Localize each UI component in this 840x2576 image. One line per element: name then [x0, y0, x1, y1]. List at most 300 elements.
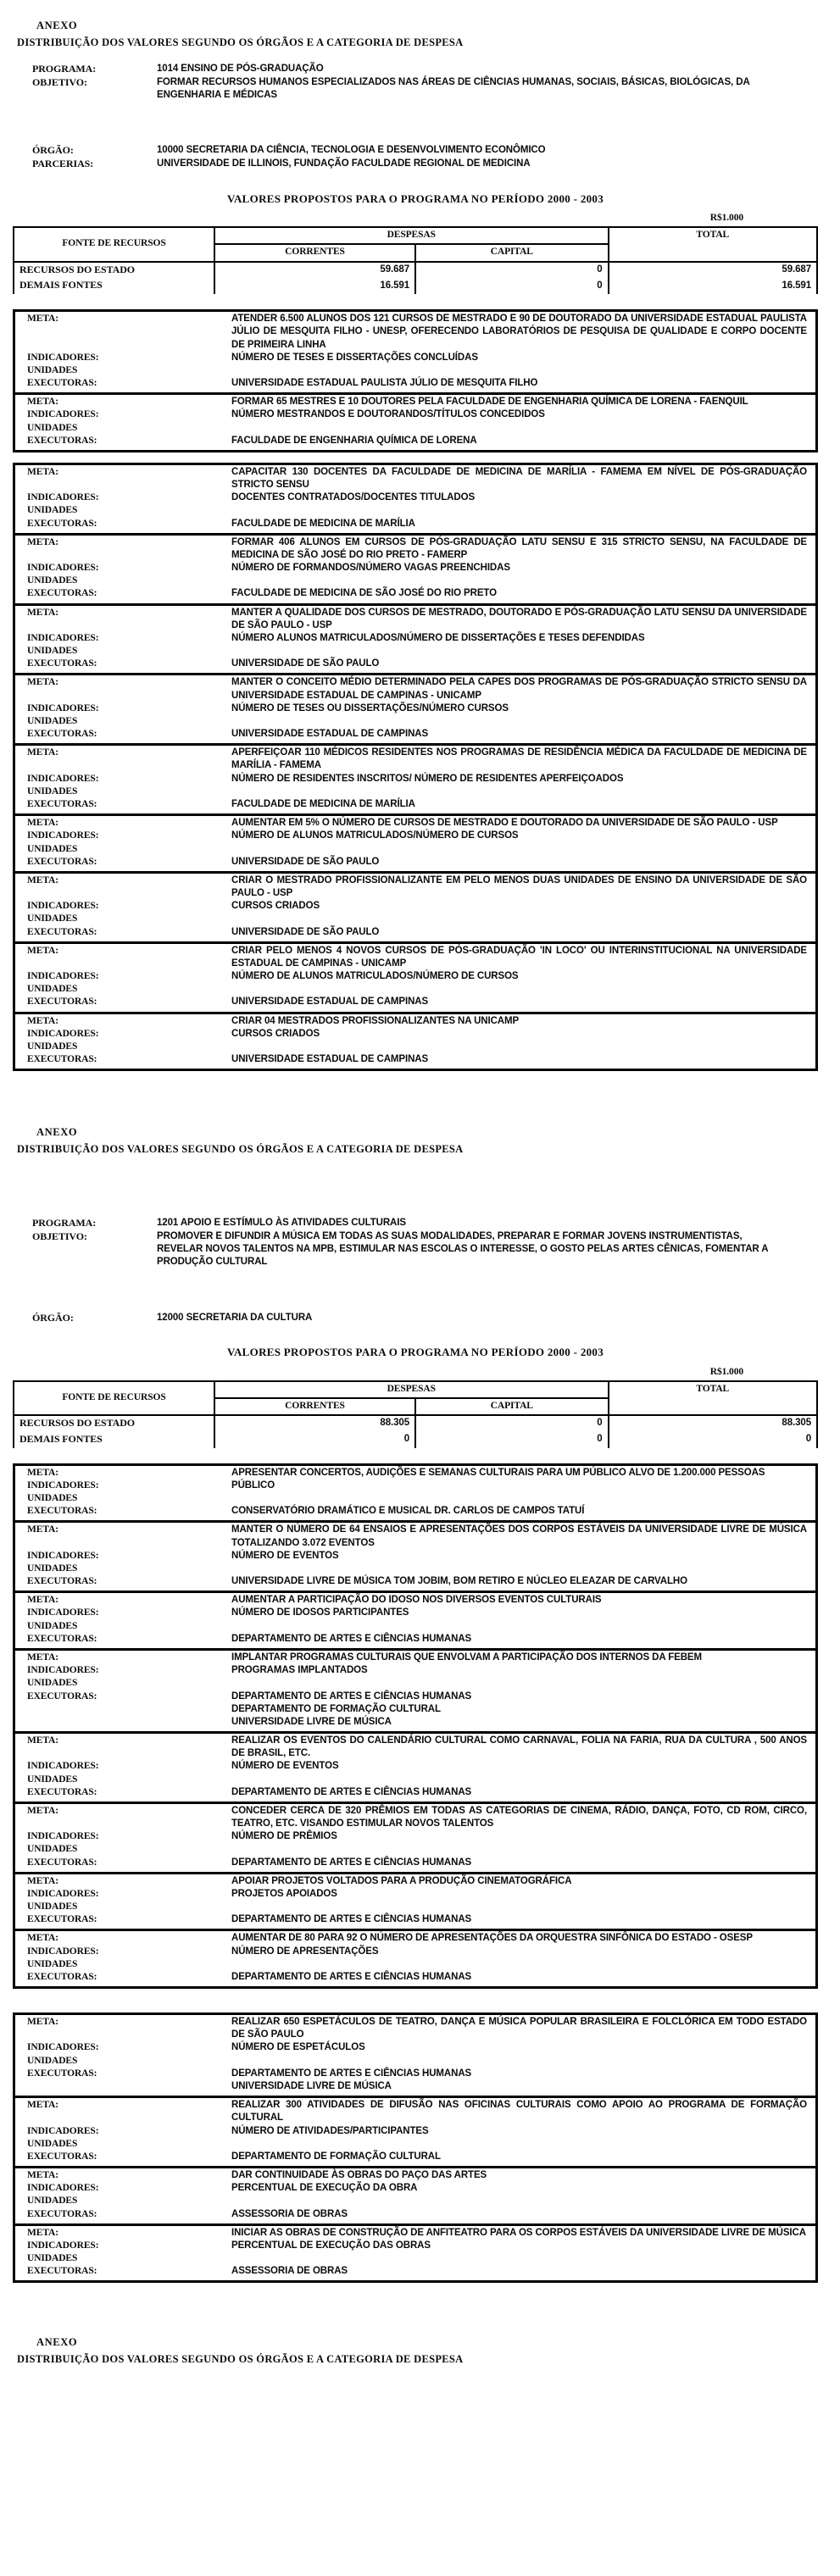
unidades-label: UNIDADES — [27, 1041, 78, 1052]
indicadores-text: CURSOS CRIADOS — [231, 901, 320, 912]
indicadores-label: INDICADORES: — [27, 492, 99, 503]
meta-row — [15, 1843, 815, 1856]
indicadores-label: INDICADORES: — [27, 2183, 99, 2194]
meta-text: DAR CONTINUIDADE ÀS OBRAS DO PAÇO DAS ARTES — [231, 2170, 487, 2181]
indicadores-text: NÚMERO DE APRESENTAÇÕES — [231, 1946, 379, 1957]
indicadores-label: INDICADORES: — [27, 1480, 99, 1491]
orgao-info — [13, 144, 818, 171]
meta-row — [15, 1480, 815, 1492]
meta-row — [15, 536, 815, 562]
meta-text: APERFEIÇOAR 110 MÉDICOS RESIDENTES NOS PROGRAMAS DE RESIDÊNCIA MÉDICA DA FACULDADE DE MEDICINA DE MARÍLIA - FAMEMA — [231, 747, 807, 771]
indicadores-text: NÚMERO ALUNOS MATRICULADOS/NÚMERO DE DISSERTAÇÕES E TESES DEFENDIDAS — [231, 632, 645, 643]
executoras-label: EXECUTORAS: — [27, 2208, 97, 2219]
meta-label: META: — [27, 1805, 58, 1816]
meta-text: AUMENTAR EM 5% O NÚMERO DE CURSOS DE MESTRADO E DOUTORADO DA UNIVERSIDADE DE SÃO PAULO - USP — [231, 818, 778, 829]
meta-label: META: — [27, 677, 58, 688]
meta-block — [15, 813, 815, 871]
program-page-next-stub — [0, 2335, 840, 2391]
capital-cell: 0 — [415, 1432, 609, 1448]
meta-block — [15, 871, 815, 941]
unidades-label: UNIDADES — [27, 1901, 78, 1913]
col-header-correntes: CORRENTES — [214, 244, 415, 261]
meta-row — [15, 408, 815, 421]
indicadores-label: INDICADORES: — [27, 563, 99, 574]
funding-row — [14, 1415, 817, 1432]
orgao-row — [13, 144, 818, 158]
orgao-value: 12000 SECRETARIA DA CULTURA — [157, 1312, 313, 1323]
executoras-text: DEPARTAMENTO DE ARTES E CIÊNCIAS HUMANAS — [231, 1914, 472, 1925]
indicadores-text: NÚMERO DE PRÊMIOS — [231, 1831, 337, 1842]
meta-row — [15, 645, 815, 658]
meta-text: MANTER A QUALIDADE DOS CURSOS DE MESTRADO, DOUTORADO E PÓS-GRADUAÇÃO LATU SENSU DA UNIVERSIDADE DE SÃO PAULO - USP — [231, 607, 807, 630]
meta-row — [15, 874, 815, 900]
programa-row — [13, 63, 818, 76]
orgao-label: ÓRGÃO: — [32, 1311, 74, 1324]
meta-row — [15, 786, 815, 798]
meta-label: META: — [27, 1595, 58, 1606]
unidades-text — [231, 983, 815, 996]
indicadores-text: NÚMERO DE RESIDENTES INSCRITOS/ NÚMERO DE RESIDENTES APERFEIÇOADOS — [231, 773, 624, 784]
meta-label: META: — [27, 874, 58, 886]
meta-row — [15, 1716, 815, 1729]
capital-cell: 0 — [415, 1415, 609, 1432]
indicadores-text: NÚMERO DE EVENTOS — [231, 1550, 339, 1561]
meta-label: META: — [27, 945, 58, 956]
indicadores-label: INDICADORES: — [27, 2125, 99, 2136]
meta-row — [15, 1575, 815, 1588]
indicadores-label: INDICADORES: — [27, 1665, 99, 1676]
indicadores-label: INDICADORES: — [27, 773, 99, 784]
meta-text: CRIAR PELO MENOS 4 NOVOS CURSOS DE PÓS-GRADUAÇÃO 'IN LOCO' OU INTERINSTITUCIONAL NA UNIVERSIDADE ESTADUAL DE CAMPINAS - UNICAMP — [231, 945, 807, 969]
unidades-label: UNIDADES — [27, 984, 78, 995]
anexo-header — [13, 19, 818, 49]
meta-block — [15, 2096, 815, 2166]
executoras-label — [15, 1703, 231, 1716]
meta-row — [15, 2138, 815, 2151]
meta-row — [15, 1786, 815, 1799]
executoras-label: EXECUTORAS: — [27, 1506, 97, 1517]
unidades-label: UNIDADES — [27, 575, 78, 586]
meta-block — [15, 1802, 815, 1872]
meta-row — [15, 2125, 815, 2138]
meta-text: AUMENTAR DE 80 PARA 92 O NÚMERO DE APRESENTAÇÕES DA ORQUESTRA SINFÔNICA DO ESTADO - OSESP — [231, 1933, 753, 1944]
meta-label: META: — [27, 1467, 58, 1478]
indicadores-label: INDICADORES: — [27, 1888, 99, 1899]
executoras-label: EXECUTORAS: — [27, 1914, 97, 1925]
meta-block — [15, 1591, 815, 1648]
meta-block — [15, 1520, 815, 1591]
meta-label: META: — [27, 536, 58, 547]
anexo-title: ANEXO — [36, 2336, 78, 2349]
objetivo-value: PROMOVER E DIFUNDIR A MÚSICA EM TODAS AS SUAS MODALIDADES, PREPARAR E FORMAR JOVENS INSTRUMENTISTAS, REVELAR NOVOS TALENTOS NA MPB, ESTIMULAR NAS ESCOLAS O INTERESSE, O GOSTO PELAS ARTES CÊNICAS, FOMENTAR A PRODUÇÃO CULTURAL — [157, 1231, 769, 1268]
meta-row — [15, 1620, 815, 1633]
metas-table — [13, 309, 818, 452]
meta-row — [15, 1563, 815, 1575]
unidades-text — [231, 2138, 815, 2151]
programa-value: 1201 APOIO E ESTÍMULO ÀS ATIVIDADES CULTURAIS — [157, 1218, 406, 1229]
col-header-total: TOTAL — [609, 1381, 817, 1415]
meta-row — [15, 913, 815, 925]
meta-block — [15, 941, 815, 1012]
meta-row — [15, 1053, 815, 1066]
executoras-text: DEPARTAMENTO DE ARTES E CIÊNCIAS HUMANAS — [231, 1690, 472, 1702]
executoras-text: UNIVERSIDADE ESTADUAL DE CAMPINAS — [231, 729, 429, 740]
anexo-header — [13, 1125, 818, 1156]
executoras-text: UNIVERSIDADE LIVRE DE MÚSICA — [231, 1716, 392, 1727]
indicadores-label: INDICADORES: — [27, 1831, 99, 1842]
executoras-text: UNIVERSIDADE LIVRE DE MÚSICA — [231, 2080, 392, 2091]
meta-row — [15, 575, 815, 587]
executoras-label: EXECUTORAS: — [27, 435, 97, 446]
unidades-text — [231, 1492, 815, 1505]
unidades-text — [231, 786, 815, 798]
objetivo-label: OBJETIVO: — [32, 1230, 87, 1243]
meta-row — [15, 996, 815, 1008]
meta-row — [15, 728, 815, 741]
executoras-label: EXECUTORAS: — [27, 518, 97, 529]
meta-row — [15, 377, 815, 390]
meta-block — [15, 312, 815, 392]
program-page-1201 — [0, 1125, 840, 2283]
meta-row — [15, 1703, 815, 1716]
unidades-label: UNIDADES — [27, 2253, 78, 2264]
meta-row — [15, 1735, 815, 1760]
programa-label: PROGRAMA: — [32, 63, 97, 75]
correntes-cell: 0 — [214, 1432, 415, 1448]
indicadores-label: INDICADORES: — [27, 901, 99, 912]
meta-row — [15, 2055, 815, 2068]
unidades-label: UNIDADES — [27, 505, 78, 516]
executoras-text: UNIVERSIDADE DE SÃO PAULO — [231, 658, 380, 669]
meta-row — [15, 607, 815, 632]
executoras-label: EXECUTORAS: — [27, 1633, 97, 1644]
meta-block — [15, 533, 815, 603]
currency-note: R$1.000 — [709, 1366, 743, 1377]
indicadores-text: NÚMERO DE EVENTOS — [231, 1761, 339, 1772]
meta-text: REALIZAR OS EVENTOS DO CALENDÁRIO CULTURAL COMO CARNAVAL, FOLIA NA FARIA, RUA DA CULTURA , 500 ANOS DE BRASIL, ETC. — [231, 1735, 807, 1759]
objetivo-row — [13, 76, 818, 102]
funding-row — [14, 1432, 817, 1448]
executoras-label: EXECUTORAS: — [27, 1690, 97, 1702]
meta-row — [15, 352, 815, 364]
meta-row — [15, 1524, 815, 1549]
col-header-capital: CAPITAL — [415, 1398, 609, 1415]
meta-row — [15, 2151, 815, 2163]
executoras-label: EXECUTORAS: — [27, 799, 97, 809]
objetivo-row — [13, 1230, 818, 1269]
meta-row — [15, 798, 815, 811]
funding-row — [14, 262, 817, 279]
orgao-row — [13, 1312, 818, 1325]
executoras-label: EXECUTORAS: — [27, 2266, 97, 2277]
meta-row — [15, 587, 815, 600]
meta-row — [15, 2080, 815, 2093]
indicadores-text: NÚMERO DE ALUNOS MATRICULADOS/NÚMERO DE CURSOS — [231, 971, 519, 982]
unidades-label: UNIDADES — [27, 1493, 78, 1504]
meta-text: MANTER O CONCEITO MÉDIO DETERMINADO PELA CAPES DOS PROGRAMAS DE PÓS-GRADUAÇÃO STRICTO SENSU DA UNIVERSIDADE ESTADUAL DE CAMPINAS - UNICAMP — [231, 677, 807, 701]
meta-label: META: — [27, 1524, 58, 1535]
executoras-label: EXECUTORAS: — [27, 378, 97, 389]
unidades-text — [231, 645, 815, 658]
meta-row — [15, 773, 815, 786]
meta-row — [15, 2265, 815, 2278]
meta-row — [15, 396, 815, 408]
meta-label: META: — [27, 1652, 58, 1663]
executoras-text: ASSESSORIA DE OBRAS — [231, 2208, 348, 2219]
meta-text: FORMAR 406 ALUNOS EM CURSOS DE PÓS-GRADUAÇÃO LATU SENSU E 315 STRICTO SENSU, NA FACULDADE DE MEDICINA DE SÃO JOSÉ DO RIO PRETO - FAMERP — [231, 536, 807, 560]
parcerias-label: PARCERIAS: — [32, 158, 94, 169]
unidades-label: UNIDADES — [27, 1620, 78, 1631]
fonte-cell: RECURSOS DO ESTADO — [14, 1415, 214, 1432]
unidades-text — [231, 1041, 815, 1053]
unidades-text — [231, 2195, 815, 2207]
meta-row — [15, 1971, 815, 1984]
meta-label: META: — [27, 747, 58, 758]
meta-block — [15, 465, 815, 533]
meta-text: CRIAR 04 MESTRADOS PROFISSIONALIZANTES NA UNICAMP — [231, 1015, 520, 1026]
anexo-title: ANEXO — [36, 19, 78, 31]
executoras-label: EXECUTORAS: — [27, 2068, 97, 2079]
meta-row — [15, 2068, 815, 2080]
executoras-label: EXECUTORAS: — [27, 856, 97, 867]
unidades-label: UNIDADES — [27, 646, 78, 657]
indicadores-label: INDICADORES: — [27, 830, 99, 841]
indicadores-label: INDICADORES: — [27, 1607, 99, 1618]
executoras-text: UNIVERSIDADE LIVRE DE MÚSICA TOM JOBIM, BOM RETIRO E NÚCLEO ELEAZAR DE CARVALHO — [231, 1576, 687, 1587]
meta-block — [15, 1731, 815, 1802]
meta-row — [15, 435, 815, 447]
program-info — [13, 1217, 818, 1269]
metas-section — [13, 1463, 818, 2284]
executoras-text: ASSESSORIA DE OBRAS — [231, 2266, 348, 2277]
executoras-text: FACULDADE DE ENGENHARIA QUÍMICA DE LORENA — [231, 435, 477, 446]
meta-row — [15, 1958, 815, 1971]
meta-text: INICIAR AS OBRAS DE CONSTRUÇÃO DE ANFITEATRO PARA OS CORPOS ESTÁVEIS DA UNIVERSIDADE LIVRE DE MÚSICA — [231, 2227, 806, 2238]
meta-row — [15, 2016, 815, 2041]
executoras-label: EXECUTORAS: — [27, 658, 97, 669]
programa-value: 1014 ENSINO DE PÓS-GRADUAÇÃO — [157, 64, 324, 74]
meta-label: META: — [27, 397, 58, 408]
unidades-text — [231, 1843, 815, 1856]
meta-row — [15, 1633, 815, 1646]
indicadores-label: INDICADORES: — [27, 702, 99, 713]
meta-text: REALIZAR 300 ATIVIDADES DE DIFUSÃO NAS OFICINAS CULTURAIS COMO APOIO AO PROGRAMA DE FORMAÇÃO CULTURAL — [231, 2100, 807, 2124]
meta-text: CONCEDER CERCA DE 320 PRÊMIOS EM TODAS AS CATEGORIAS DE CINEMA, RÁDIO, DANÇA, FOTO, CD ROM, CIRCO, TEATRO, ETC. VISANDO ESTIMULAR NOVOS TALENTOS — [231, 1805, 807, 1829]
orgao-value: 10000 SECRETARIA DA CIÊNCIA, TECNOLOGIA E DESENVOLVIMENTO ECONÔMICO — [157, 145, 546, 156]
values-title: VALORES PROPOSTOS PARA O PROGRAMA NO PERÍODO 2000 - 2003 — [226, 192, 604, 205]
meta-row — [15, 1774, 815, 1786]
unidades-text — [231, 1563, 815, 1575]
funding-table — [13, 226, 818, 294]
unidades-label: UNIDADES — [27, 1774, 78, 1785]
indicadores-label: INDICADORES: — [27, 971, 99, 982]
meta-row — [15, 518, 815, 530]
indicadores-text: NÚMERO DE ATIVIDADES/PARTICIPANTES — [231, 2125, 429, 2136]
meta-block — [15, 2015, 815, 2096]
indicadores-text: PROJETOS APOIADOS — [231, 1888, 337, 1899]
indicadores-text: PERCENTUAL DE EXECUÇÃO DAS OBRAS — [231, 2240, 431, 2251]
meta-label: META: — [27, 607, 58, 618]
meta-row — [15, 1492, 815, 1505]
meta-label: META: — [27, 818, 58, 829]
executoras-text: UNIVERSIDADE ESTADUAL DE CAMPINAS — [231, 1054, 429, 1065]
indicadores-label: INDICADORES: — [27, 409, 99, 420]
indicadores-text: NÚMERO DE ESPETÁCULOS — [231, 2042, 365, 2053]
funding-row — [14, 278, 817, 294]
metas-section — [13, 309, 818, 1071]
meta-block — [15, 392, 815, 450]
col-header-fonte: FONTE DE RECURSOS — [14, 1381, 214, 1415]
unidades-text — [231, 504, 815, 517]
executoras-text: FACULDADE DE MEDICINA DE MARÍLIA — [231, 799, 415, 809]
meta-row — [15, 504, 815, 517]
executoras-text: UNIVERSIDADE ESTADUAL DE CAMPINAS — [231, 997, 429, 1008]
unidades-label: UNIDADES — [27, 364, 78, 375]
executoras-text: CONSERVATÓRIO DRAMÁTICO E MUSICAL DR. CARLOS DE CAMPOS TATUÍ — [231, 1506, 585, 1517]
col-header-fonte: FONTE DE RECURSOS — [14, 227, 214, 261]
meta-text: CAPACITAR 130 DOCENTES DA FACULDADE DE MEDICINA DE MARÍLIA - FAMEMA EM NÍVEL DE PÓS-GRADUAÇÃO STRICTO SENSU — [231, 466, 807, 491]
indicadores-text: NÚMERO MESTRANDOS E DOUTORANDOS/TÍTULOS CONCEDIDOS — [231, 409, 545, 420]
indicadores-label: INDICADORES: — [27, 2042, 99, 2053]
meta-row — [15, 1901, 815, 1913]
indicadores-label: INDICADORES: — [27, 1761, 99, 1772]
unidades-text — [231, 1774, 815, 1786]
executoras-label: EXECUTORAS: — [27, 2151, 97, 2162]
executoras-label: EXECUTORAS: — [27, 1576, 97, 1587]
executoras-text: DEPARTAMENTO DE ARTES E CIÊNCIAS HUMANAS — [231, 1971, 472, 1982]
meta-block — [15, 603, 815, 674]
executoras-text: FACULDADE DE MEDICINA DE MARÍLIA — [231, 518, 415, 529]
meta-label: META: — [27, 1933, 58, 1944]
meta-row — [15, 900, 815, 913]
programa-row — [13, 1217, 818, 1230]
executoras-label — [15, 2080, 231, 2093]
meta-row — [15, 1041, 815, 1053]
col-header-capital: CAPITAL — [415, 244, 609, 261]
meta-row — [15, 313, 815, 352]
objetivo-label: OBJETIVO: — [32, 75, 87, 88]
meta-row — [15, 843, 815, 856]
meta-row — [15, 422, 815, 435]
anexo-subtitle: DISTRIBUIÇÃO DOS VALORES SEGUNDO OS ÓRGÃOS E A CATEGORIA DE DESPESA — [17, 1142, 464, 1155]
meta-row — [15, 715, 815, 728]
meta-row — [15, 945, 815, 970]
capital-cell: 0 — [415, 262, 609, 279]
objetivo-value: FORMAR RECURSOS HUMANOS ESPECIALIZADOS NAS ÁREAS DE CIÊNCIAS HUMANAS, SOCIAIS, BÁSICAS, BIOLÓGICAS, DA ENGENHARIA E MÉDICAS — [157, 76, 750, 100]
col-header-despesas: DESPESAS — [214, 227, 609, 244]
anexo-title: ANEXO — [36, 1126, 78, 1139]
correntes-cell: 59.687 — [214, 262, 415, 279]
unidades-text — [231, 715, 815, 728]
executoras-label: EXECUTORAS: — [27, 1786, 97, 1797]
fonte-cell: RECURSOS DO ESTADO — [14, 262, 214, 279]
meta-row — [15, 1805, 815, 1830]
meta-row — [15, 1015, 815, 1028]
unidades-label: UNIDADES — [27, 843, 78, 854]
meta-row — [15, 2182, 815, 2195]
orgao-label: ÓRGÃO: — [32, 144, 74, 157]
meta-row — [15, 2240, 815, 2252]
meta-row — [15, 1875, 815, 1888]
meta-row — [15, 1690, 815, 1703]
unidades-text — [231, 422, 815, 435]
metas-table — [13, 463, 818, 1071]
meta-row — [15, 830, 815, 842]
unidades-label: UNIDADES — [27, 1678, 78, 1689]
meta-row — [15, 2099, 815, 2124]
meta-row — [15, 676, 815, 702]
meta-row — [15, 817, 815, 830]
metas-table — [13, 1463, 818, 1989]
executoras-text: UNIVERSIDADE DE SÃO PAULO — [231, 856, 380, 867]
unidades-text — [231, 1901, 815, 1913]
meta-row — [15, 1550, 815, 1563]
meta-row — [15, 466, 815, 491]
meta-row — [15, 658, 815, 670]
unidades-label: UNIDADES — [27, 913, 78, 924]
indicadores-text: NÚMERO DE ALUNOS MATRICULADOS/NÚMERO DE CURSOS — [231, 830, 519, 841]
indicadores-text: PROGRAMAS IMPLANTADOS — [231, 1665, 368, 1676]
meta-row — [15, 1760, 815, 1773]
indicadores-text: NÚMERO DE IDOSOS PARTICIPANTES — [231, 1607, 409, 1618]
meta-block — [15, 743, 815, 813]
executoras-text: DEPARTAMENTO DE FORMAÇÃO CULTURAL — [231, 1703, 441, 1714]
indicadores-text: NÚMERO DE TESES E DISSERTAÇÕES CONCLUÍDAS — [231, 352, 478, 363]
meta-row — [15, 2208, 815, 2221]
meta-row — [15, 562, 815, 575]
meta-label: META: — [27, 1735, 58, 1746]
meta-label: META: — [27, 2017, 58, 2028]
meta-block — [15, 1466, 815, 1521]
unidades-label: UNIDADES — [27, 422, 78, 433]
meta-block — [15, 1929, 815, 1986]
unidades-label: UNIDADES — [27, 1563, 78, 1574]
meta-block — [15, 1012, 815, 1069]
unidades-text — [231, 843, 815, 856]
executoras-text: DEPARTAMENTO DE ARTES E CIÊNCIAS HUMANAS — [231, 1633, 472, 1644]
executoras-label — [15, 1716, 231, 1729]
unidades-text — [231, 1958, 815, 1971]
meta-row — [15, 2252, 815, 2265]
program-page-1014 — [0, 0, 840, 1071]
unidades-text — [231, 913, 815, 925]
meta-row — [15, 1594, 815, 1607]
meta-label: META: — [27, 1015, 58, 1026]
meta-text: APOIAR PROJETOS VOLTADOS PARA A PRODUÇÃO CINEMATOGRÁFICA — [231, 1875, 572, 1886]
meta-row — [15, 1946, 815, 1958]
meta-row — [15, 1652, 815, 1664]
anexo-header — [13, 2335, 818, 2366]
correntes-cell: 88.305 — [214, 1415, 415, 1432]
parcerias-value: UNIVERSIDADE DE ILLINOIS, FUNDAÇÃO FACULDADE REGIONAL DE MEDICINA — [157, 158, 531, 169]
meta-label: META: — [27, 2170, 58, 2181]
unidades-text — [231, 2055, 815, 2068]
meta-row — [15, 2195, 815, 2207]
col-header-despesas: DESPESAS — [214, 1381, 609, 1398]
meta-block — [15, 673, 815, 743]
orgao-info — [13, 1312, 818, 1325]
meta-row — [15, 983, 815, 996]
unidades-text — [231, 575, 815, 587]
executoras-label: EXECUTORAS: — [27, 997, 97, 1008]
metas-table — [13, 2012, 818, 2283]
meta-row — [15, 747, 815, 772]
meta-row — [15, 1505, 815, 1518]
correntes-cell: 16.591 — [214, 278, 415, 294]
executoras-text: FACULDADE DE MEDICINA DE SÃO JOSÉ DO RIO PRETO — [231, 588, 497, 599]
meta-row — [15, 970, 815, 983]
executoras-text: DEPARTAMENTO DE ARTES E CIÊNCIAS HUMANAS — [231, 2068, 472, 2079]
